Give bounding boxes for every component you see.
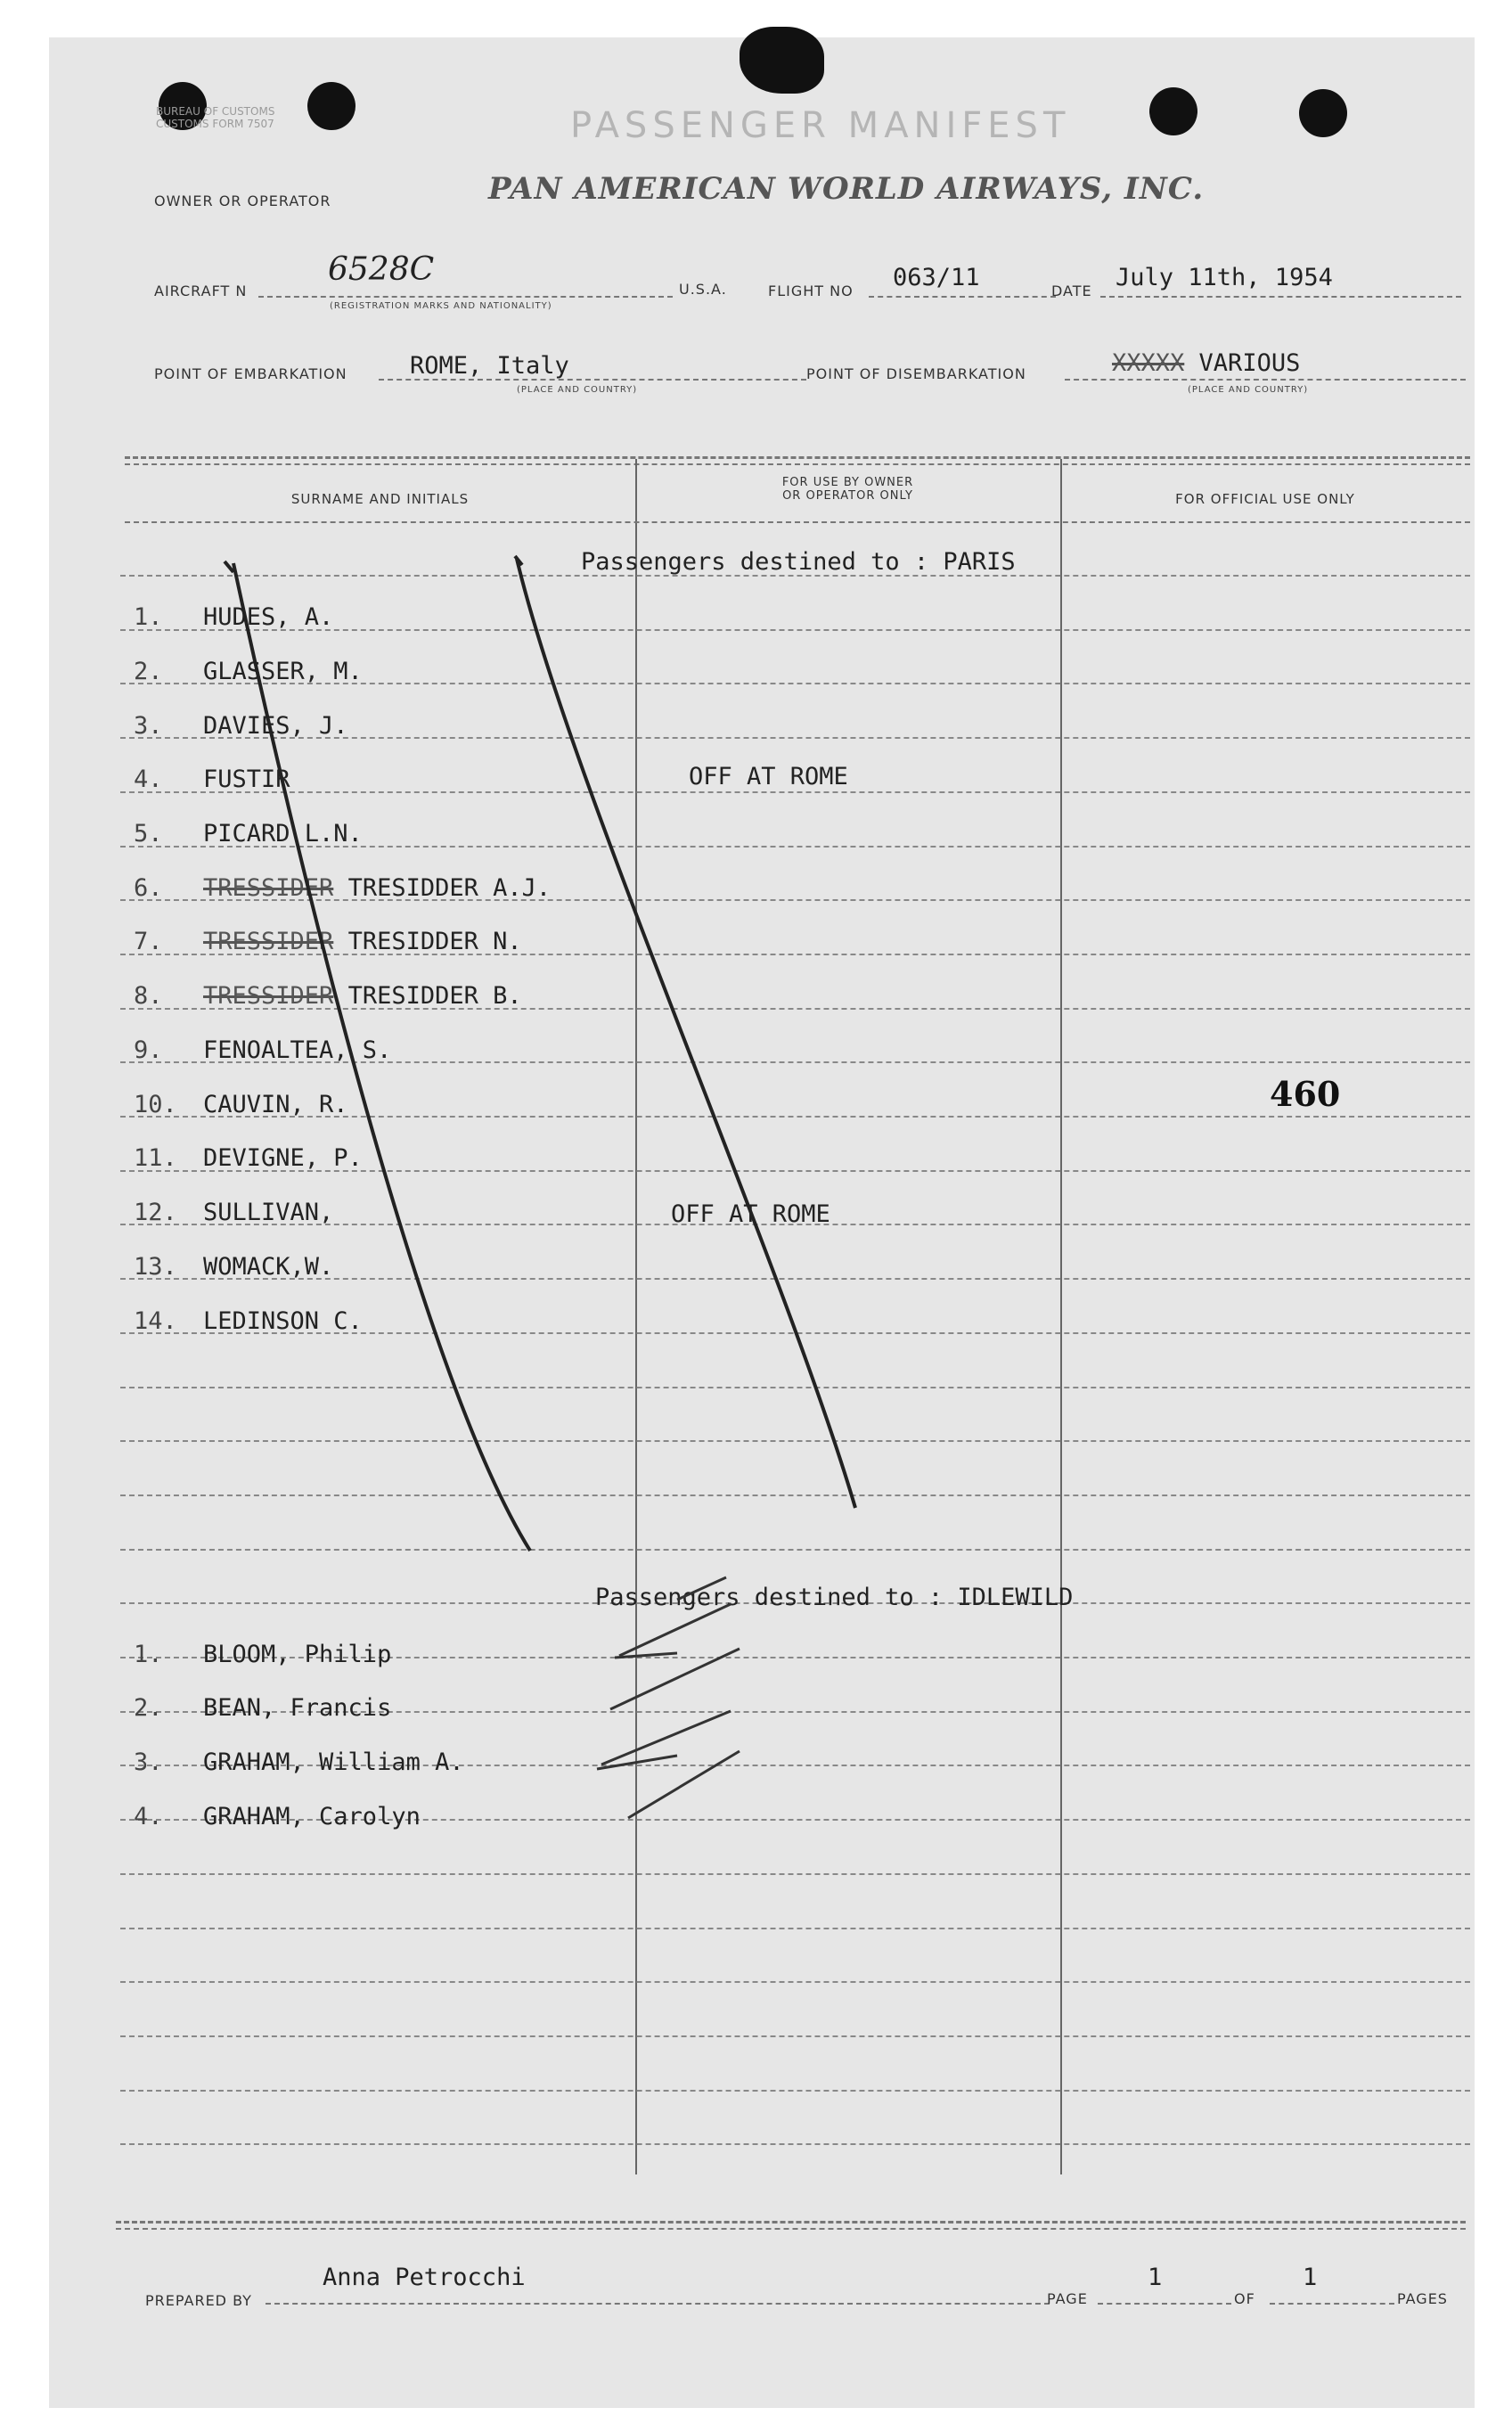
cancellation-stroke — [517, 559, 855, 1508]
row-number: 10. — [134, 1091, 177, 1118]
embark-caption: (PLACE AND COUNTRY) — [517, 385, 638, 395]
remark-off-at-rome: OFF AT ROME — [689, 763, 848, 790]
row-number: 11. — [134, 1144, 177, 1172]
disembark-struck-text: XXXXX — [1112, 349, 1185, 377]
row-number: 5. — [134, 820, 163, 848]
row-number: 8. — [134, 982, 163, 1010]
footer-rule — [116, 2228, 1466, 2230]
col-header-surname: SURNAME AND INITIALS — [290, 491, 470, 507]
row-number: 9. — [134, 1036, 163, 1064]
corrected-name: TRESIDDER N. — [347, 928, 522, 955]
page-label: PAGE — [1047, 2290, 1088, 2307]
prepared-by-name: Anna Petrocchi — [323, 2264, 526, 2291]
row-number: 4. — [134, 766, 163, 793]
passenger-name: SULLIVAN, — [203, 1199, 334, 1226]
passenger-name: HUDES, A. — [203, 603, 334, 631]
pages-label: PAGES — [1397, 2290, 1448, 2307]
disembark-caption: (PLACE AND COUNTRY) — [1188, 385, 1309, 395]
prepared-rule — [266, 2303, 1050, 2305]
form-title: PASSENGER MANIFEST — [570, 105, 1071, 146]
passenger-name: LEDINSON C. — [203, 1307, 363, 1335]
remark-off-at-rome: OFF AT ROME — [671, 1200, 830, 1228]
check-mark — [677, 1577, 726, 1600]
corrected-name: TRESIDDER A.J. — [347, 874, 552, 902]
passenger-name: GRAHAM, William A. — [203, 1748, 464, 1776]
passenger-name: CAUVIN, R. — [203, 1091, 348, 1118]
passenger-name: DAVIES, J. — [203, 712, 348, 740]
page-number: 1 — [1148, 2264, 1163, 2291]
row-number: 1. — [134, 603, 163, 631]
row-number: 12. — [134, 1199, 177, 1226]
row-number: 3. — [134, 1748, 163, 1776]
stamp-line: CUSTOMS FORM 7507 — [156, 118, 274, 130]
row-number: 6. — [134, 874, 163, 902]
embark-value: ROME, Italy — [410, 352, 569, 380]
row-number: 2. — [134, 1694, 163, 1722]
row-number: 3. — [134, 712, 163, 740]
passenger-name: DEVIGNE, P. — [203, 1144, 363, 1172]
row-number: 4. — [134, 1803, 163, 1830]
struck-name: TRESSIDER — [203, 928, 334, 955]
passenger-name: WOMACK,W. — [203, 1253, 334, 1281]
passenger-name: FUSTIR — [203, 766, 290, 793]
row-number: 2. — [134, 658, 163, 685]
embark-label: POINT OF EMBARKATION — [154, 365, 347, 382]
row-number: 7. — [134, 928, 163, 955]
owner-use-line: OR OPERATOR ONLY — [782, 489, 913, 503]
struck-name: TRESSIDER — [203, 982, 334, 1010]
section-heading-paris: Passengers destined to : PARIS — [581, 548, 1016, 576]
flight-number: 063/11 — [893, 264, 980, 291]
cancellation-stroke — [233, 563, 530, 1551]
row-number: 1. — [134, 1641, 163, 1668]
flight-date: July 11th, 1954 — [1116, 264, 1333, 291]
official-stamp-number: 460 — [1270, 1074, 1341, 1114]
passenger-name: BLOOM, Philip — [203, 1641, 392, 1668]
footer-rule — [116, 2221, 1466, 2223]
date-label: DATE — [1051, 283, 1092, 299]
row-number: 13. — [134, 1253, 177, 1281]
aircraft-caption: (REGISTRATION MARKS AND NATIONALITY) — [330, 301, 552, 311]
passenger-name: PICARD L.N. — [203, 820, 363, 848]
col-header-official: FOR OFFICIAL USE ONLY — [1175, 491, 1355, 507]
of-rule — [1270, 2303, 1394, 2305]
section-heading-idlewild: Passengers destined to : IDLEWILD — [595, 1584, 1074, 1611]
page-rule — [1098, 2303, 1231, 2305]
disembark-destination: VARIOUS — [1198, 349, 1301, 377]
country-label: U.S.A. — [679, 281, 727, 298]
check-mark — [619, 1604, 731, 1656]
owner-use-line: FOR USE BY OWNER — [781, 476, 914, 489]
airline-name: PAN AMERICAN WORLD AIRWAYS, INC. — [488, 171, 1205, 207]
owner-label: OWNER OR OPERATOR — [154, 192, 331, 209]
page-count: 1 — [1303, 2264, 1318, 2291]
flight-label: FLIGHT NO — [768, 283, 854, 299]
aircraft-label: AIRCRAFT N — [154, 283, 248, 299]
of-label: OF — [1234, 2290, 1255, 2307]
aircraft-number: 6528C — [328, 251, 435, 288]
disembark-label: POINT OF DISEMBARKATION — [806, 365, 1026, 382]
passenger-name: GRAHAM, Carolyn — [203, 1803, 421, 1830]
passenger-name: FENOALTEA, S. — [203, 1036, 392, 1064]
stroke-end — [225, 561, 233, 572]
corrected-name: TRESIDDER B. — [347, 982, 522, 1010]
passenger-name: BEAN, Francis — [203, 1694, 392, 1722]
prepared-label: PREPARED BY — [145, 2292, 252, 2309]
row-number: 14. — [134, 1307, 177, 1335]
stamp-line: BUREAU OF CUSTOMS — [156, 105, 275, 118]
struck-name: TRESSIDER — [203, 874, 334, 902]
passenger-name: GLASSER, M. — [203, 658, 363, 685]
